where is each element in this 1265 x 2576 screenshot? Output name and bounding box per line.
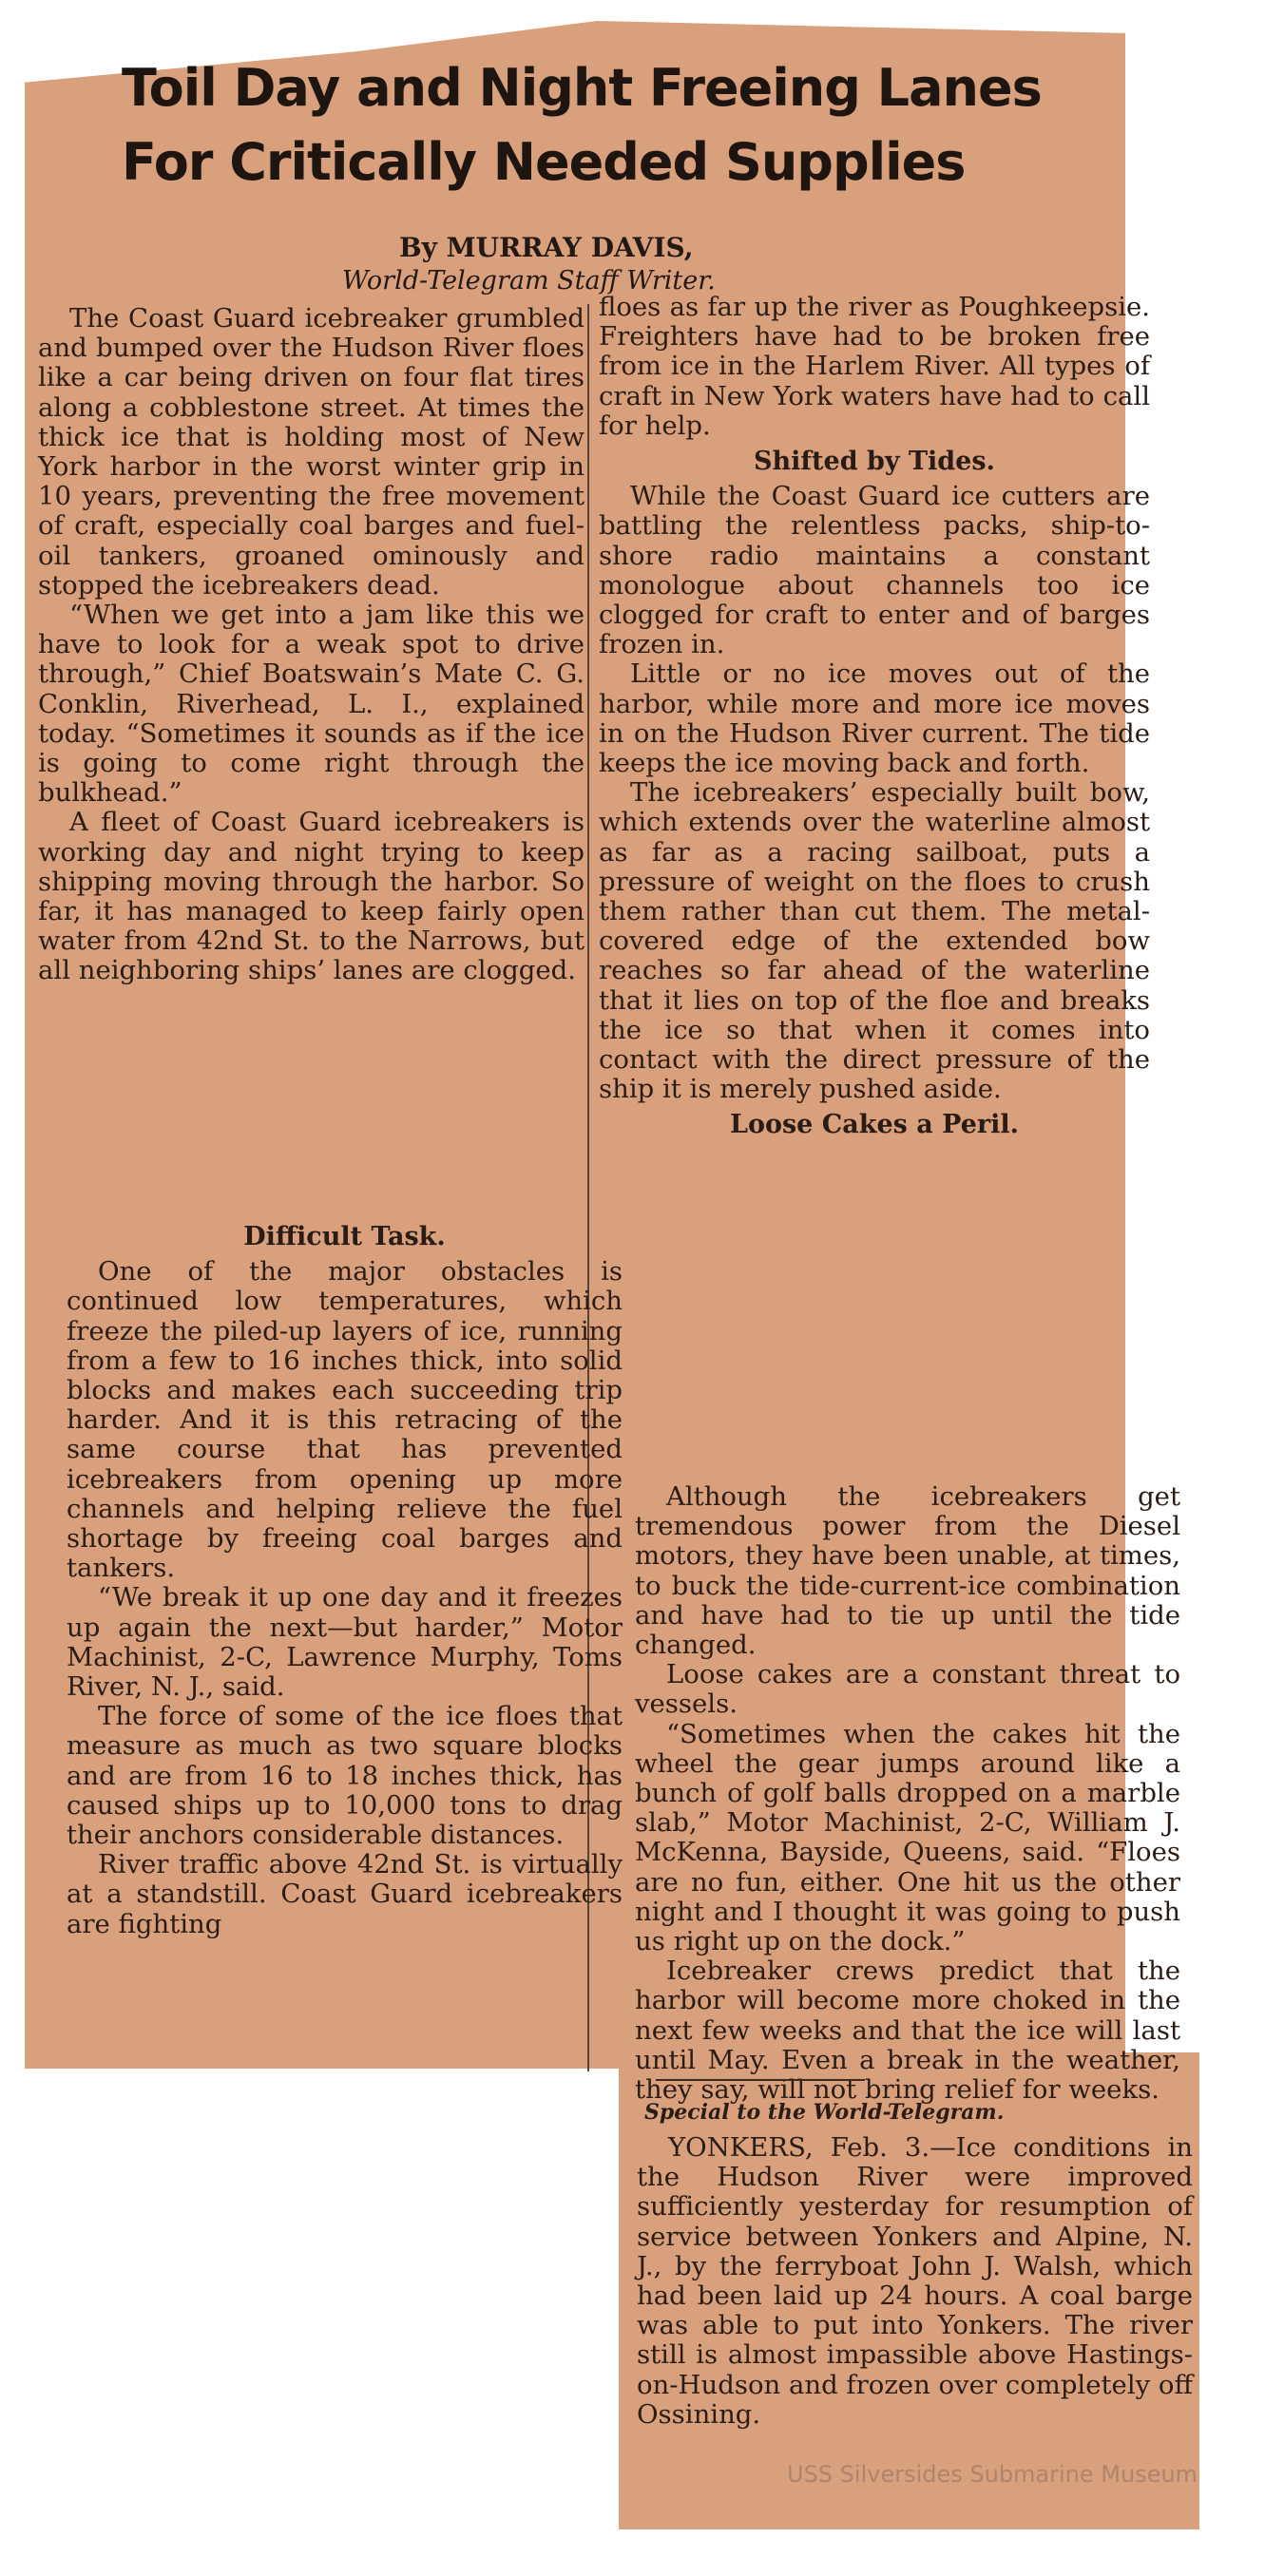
paragraph: The force of some of the ice floes that measure as much as two square blocks and are from 16 to 18 inches thick, has caused ships up to 10,000 tons to drag their anchors considerable distances. [67, 1701, 623, 1851]
paragraph: YONKERS, Feb. 3.—Ice conditions in the Hudson River were improved sufficiently yesterday for resumption of service between Yonkers and Alpine, N. J., by the ferryboat John J. Walsh, which had been laid up 24 hours. A coal barge was able to put into Yonkers. The river still is almost impassible above Hastings-on-Hudson and frozen over completely off Ossining. [637, 2132, 1193, 2430]
subheading-difficult-task: Difficult Task. [243, 1222, 446, 1251]
column-right-top [599, 293, 1150, 1146]
column-right-middle [635, 1482, 1180, 2105]
paragraph: Icebreaker crews predict that the harbor will become more choked in the next few weeks and that the ice will last until May. Even a break in the weather, they say, will not bring relief for weeks. [635, 1956, 1180, 2106]
headline-line-2: For Critically Needed Supplies [122, 132, 966, 192]
paragraph: One of the major obstacles is continued low temperatures, which freeze the piled-up layers of ice, running from a few to 16 inches thick, into solid blocks and makes each succeeding trip harder. And it is this retracing of the same course that has prevented icebreakers from opening up more channels and helping relieve the fuel shortage by freeing coal barges and tankers. [67, 1256, 623, 1584]
column-yonkers [637, 2133, 1193, 2430]
paragraph: Loose cakes are a constant threat to vessels. [635, 1659, 1180, 1720]
headline-line-1: Toil Day and Night Freeing Lanes [122, 58, 1042, 118]
paragraph: Although the icebreakers get tremendous power from the Diesel motors, they have been unable, at times, to buck the tide-current-ice combination and have had to tie up until the tide changed. [635, 1481, 1180, 1661]
paragraph: A fleet of Coast Guard icebreakers is working day and night trying to keep shipping moving through the harbor. So far, it has managed to keep fairly open water from 42nd St. to the Narrows, but all neighboring ships’ lanes are clogged. [38, 807, 585, 986]
paragraph: floes as far up the river as Poughkeepsie. Freighters have had to be broken free from ice in the Harlem River. All types of craft in New York waters have had to call for help. [599, 292, 1150, 441]
paragraph: River traffic above 42nd St. is virtually at a standstill. Coast Guard icebreakers are fighting [67, 1849, 623, 1939]
paragraph: “We break it up one day and it freezes up again the next—but harder,” Motor Machinist, 2-C, Lawrence Murphy, Toms River, N. J., said. [67, 1582, 623, 1703]
section-rule [656, 2079, 865, 2081]
column-left-top [38, 304, 585, 986]
byline: By MURRAY DAVIS, [399, 232, 694, 263]
paragraph: The icebreakers’ especially built bow, which extends over the waterline almost as far as a racing sailboat, puts a pressure of weight on the floes to crush them rather than cut them. The metal-covered edge of the extended bow reaches so far ahead of the waterline that it lies on top of the floe and breaks the ice so that when it comes into contact with the direct pressure of the ship it is merely pushed aside. [599, 777, 1150, 1105]
subheading-loose-cakes: Loose Cakes a Peril. [729, 1110, 1020, 1140]
museum-watermark: USS Silversides Submarine Museum [787, 2461, 1198, 2488]
paragraph: “Sometimes when the cakes hit the wheel the gear jumps around like a bunch of golf balls dropped on a marble slab,” Motor Machinist, 2-C, William J. McKenna, Bayside, Queens, said. “Floes are no fun, either. One hit us the other night and I thought it was going to push us right up on the dock.” [635, 1718, 1180, 1957]
paragraph: “When we get into a jam like this we have to look for a weak spot to drive through,” Chief Boatswain’s Mate C. G. Conklin, Riverhead, L. I., explained today. “Sometimes it sounds as if the ice is going to come right through the bulkhead.” [38, 600, 585, 809]
staff-writer: World-Telegram Staff Writer. [342, 266, 716, 296]
column-left-bottom [67, 1216, 623, 1939]
subheading-shifted-by-tides: Shifted by Tides. [754, 447, 995, 477]
headline [122, 51, 1072, 200]
paragraph: The Coast Guard icebreaker grumbled and bumped over the Hudson River floes like a car being driven on four flat tires along a cobblestone street. At times the thick ice that is holding most of New York harbor in the worst winter grip in 10 years, preventing the free movement of craft, especially coal barges and fuel-oil tankers, groaned ominously and stopped the icebreakers dead. [38, 303, 585, 601]
special-dateline: Special to the World-Telegram. [644, 2100, 1005, 2125]
paragraph: Little or no ice moves out of the harbor, while more and more ice moves in on the Hudson River current. The tide keeps the ice moving back and forth. [599, 658, 1150, 779]
paragraph: While the Coast Guard ice cutters are battling the relentless packs, ship-to-shore radio maintains a constant monologue about channels too ice clogged for craft to enter and of barges frozen in. [599, 481, 1150, 660]
